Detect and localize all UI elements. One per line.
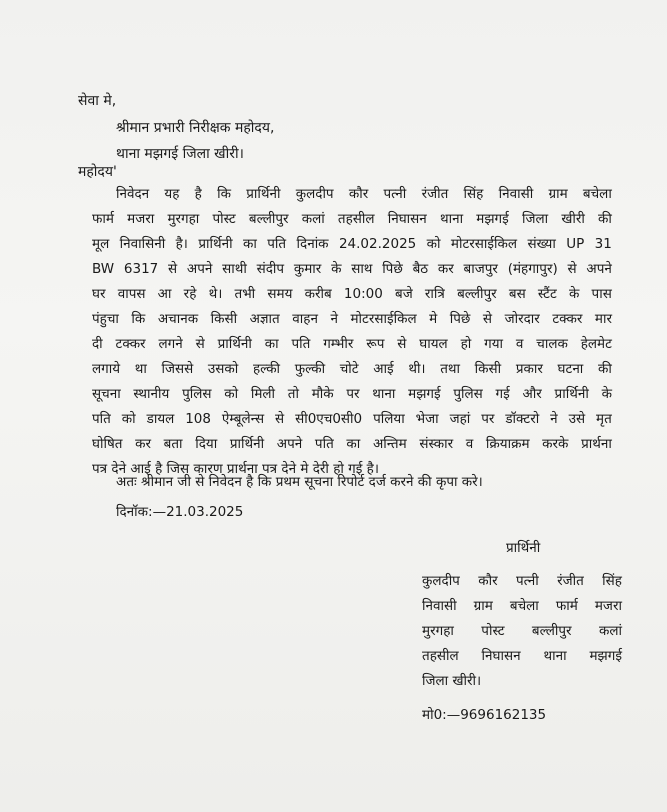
body-line: फार्म मजरा मुरगहा पोस्ट बल्लीपुर कलां तहसील निघासन थाना मझगई जिला खीरी की (92, 211, 612, 227)
sender-line: कुलदीप कौर पत्नी रंजीत सिंह (422, 573, 622, 589)
body-line: लगाये था जिससे उसको हल्की फुल्की चोटे आई थी। तथा किसी प्रकार घटना की (92, 361, 612, 377)
body-line: घोषित कर बता दिया प्रार्थिनी अपने पति का अन्तिम संस्कार व क्रियाक्रम करके प्रार्थना (92, 436, 612, 452)
mobile-number: मो0:—9696162135 (422, 707, 547, 723)
greeting: महोदय' (78, 164, 117, 180)
sender-line: जिला खीरी। (422, 673, 482, 689)
body-line: दी टक्कर लगने से प्रार्थिनी का पति गम्भीर रूप से घायल हो गया व चालक हेलमेट (92, 336, 612, 352)
body-line: पति को डायल 108 ऐम्बूलेन्स से सी0एच0सी0 पलिया भेजा जहां पर डॉक्टरो ने उसे मृत (92, 411, 612, 427)
addressee-line-1: श्रीमान प्रभारी निरीक्षक महोदय, (116, 120, 275, 136)
body-line: मूल निवासिनी है। प्रार्थिनी का पति दिनांक 24.02.2025 को मोटरसाईकिल संख्या UP 31 (92, 236, 612, 252)
body-line: घर वापस आ रहे थे। तभी समय करीब 10:00 बजे रात्रि बल्लीपुर बस स्टैंट के पास (92, 286, 612, 302)
salutation: सेवा मे, (78, 93, 117, 109)
signoff: प्रार्थिनी (506, 540, 541, 556)
sender-line: तहसील निघासन थाना मझगई (422, 648, 622, 664)
sender-line: मुरगहा पोस्ट बल्लीपुर कलां (422, 623, 622, 639)
sender-line: निवासी ग्राम बचेला फार्म मजरा (422, 598, 622, 614)
date-line: दिनॉक:—21.03.2025 (116, 504, 244, 520)
request-line: अतः श्रीमान जी से निवेदन है कि प्रथम सूचना रिपोर्ट दर्ज करने की कृपा करे। (116, 474, 483, 490)
body-line: पत्र देने आई है जिस कारण प्रार्थना पत्र देने मे देरी हो गई है। (92, 461, 379, 477)
body-line: BW 6317 से अपने साथी संदीप कुमार के साथ पिछे बैठ कर बाजपुर (मंहगापुर) से अपने (92, 261, 612, 277)
addressee-line-2: थाना मझगई जिला खीरी। (116, 146, 244, 162)
body-line: निवेदन यह है कि प्रार्थिनी कुलदीप कौर पत्नी रंजीत सिंह निवासी ग्राम बचेला (116, 186, 612, 202)
body-line: सूचना स्थानीय पुलिस को मिली तो मौके पर थाना मझगई पुलिस गई और प्रार्थिनी के (92, 386, 612, 402)
body-line: पंहुचा कि अचानक किसी अज्ञात वाहन ने मोटरसाईकिल मे पिछे से जोरदार टक्कर मार (92, 311, 612, 327)
